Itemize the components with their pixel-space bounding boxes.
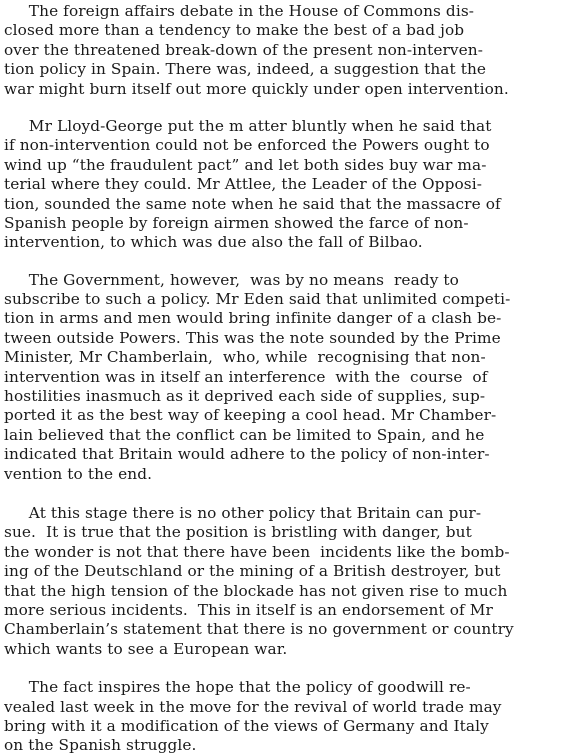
paragraph-goodwill-hope	[4, 678, 559, 756]
text-line: wind up “the fraudulent pact” and let both sides buy war ma-	[4, 155, 487, 174]
text-line: Spanish people by foreign airmen showed the farce of non-	[4, 213, 469, 232]
text-line: The foreign affairs debate in the House of Commons dis-	[4, 2, 475, 20]
paragraph-foreign-affairs-debate	[4, 2, 559, 99]
text-line: Minister, Mr Chamberlain, who, while recognising that non-	[4, 348, 486, 367]
text-line: At this stage there is no other policy that Britain can pur-	[4, 503, 482, 522]
paragraph-lloyd-george	[4, 117, 559, 253]
text-line: tion, sounded the same note when he said that the massacre of	[4, 194, 501, 213]
text-line: tween outside Powers. This was the note sounded by the Prime	[4, 328, 501, 347]
text-line: closed more than a tendency to make the best of a bad job	[4, 21, 465, 40]
text-line: hostilities inasmuch as it deprived each side of supplies, sup-	[4, 387, 486, 406]
text-line: indicated that Britain would adhere to the policy of non-inter-	[4, 445, 490, 464]
text-line: tion policy in Spain. There was, indeed, a suggestion that the	[4, 60, 487, 79]
text-line: that the high tension of the blockade has not given rise to much	[4, 581, 508, 600]
text-line: intervention was in itself an interference with the course of	[4, 367, 488, 386]
text-line: vealed last week in the move for the revival of world trade may	[4, 697, 502, 716]
text-line: terial where they could. Mr Attlee, the Leader of the Opposi-	[4, 175, 482, 194]
text-line: which wants to see a European war.	[4, 639, 288, 658]
text-line: ported it as the best way of keeping a cool head. Mr Chamber-	[4, 406, 497, 425]
text-line: the wonder is not that there have been incidents like the bomb-	[4, 542, 510, 561]
paragraph-no-other-policy	[4, 504, 559, 659]
text-line: on the Spanish struggle.	[4, 736, 197, 755]
text-line: ing of the Deutschland or the mining of a British destroyer, but	[4, 562, 501, 581]
text-line: intervention, to which was due also the fall of Bilbao.	[4, 233, 423, 252]
text-line: more serious incidents. This in itself is an endorsement of Mr	[4, 600, 493, 619]
text-line: over the threatened break-down of the present non-interven-	[4, 40, 484, 59]
text-line: if non-intervention could not be enforced the Powers ought to	[4, 136, 490, 155]
article-column	[4, 2, 559, 756]
text-line: The fact inspires the hope that the policy of goodwill re-	[4, 678, 471, 697]
text-line: lain believed that the conflict can be limited to Spain, and he	[4, 425, 485, 444]
text-line: The Government, however, was by no means ready to	[4, 270, 459, 289]
text-line: vention to the end.	[4, 464, 153, 483]
text-line: war might burn itself out more quickly under open intervention.	[4, 79, 509, 98]
paragraph-government	[4, 271, 559, 484]
text-line: tion in arms and men would bring infinite danger of a clash be-	[4, 309, 502, 328]
text-line: bring with it a modification of the views of Germany and Italy	[4, 716, 489, 735]
text-line: Mr Lloyd-George put the m atter bluntly when he said that	[4, 116, 492, 135]
text-line: Chamberlain’s statement that there is no government or country	[4, 620, 514, 639]
text-line: subscribe to such a policy. Mr Eden said that unlimited competi-	[4, 290, 511, 309]
text-line: sue. It is true that the position is bristling with danger, but	[4, 523, 472, 542]
